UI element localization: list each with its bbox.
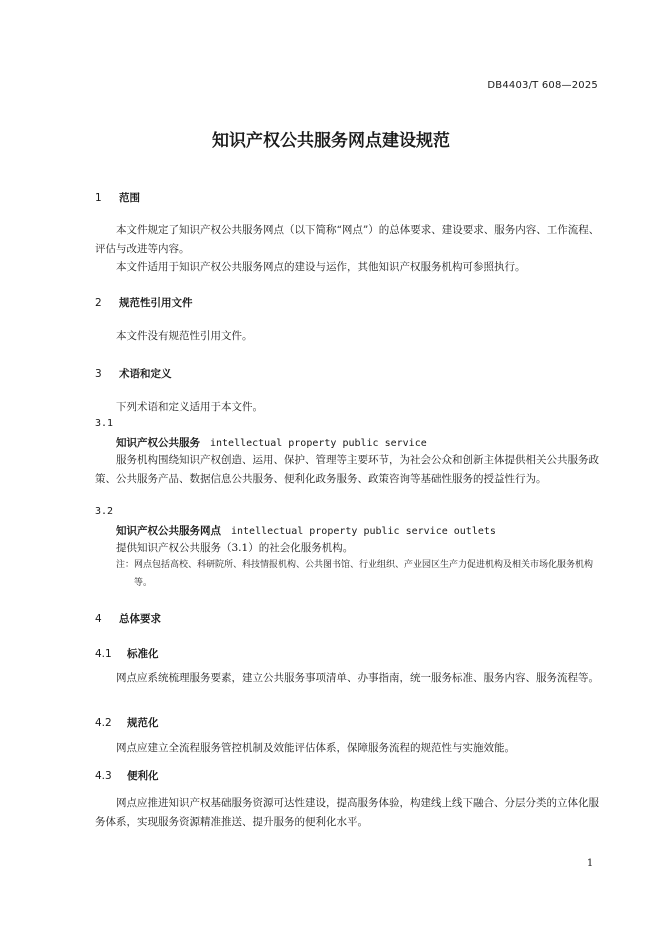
- section-1-paragraph-2: 本文件适用于知识产权公共服务网点的建设与运作，其他知识产权服务机构可参照执行。: [116, 261, 526, 273]
- term-3-1-en: intellectual property public service: [210, 438, 427, 449]
- section-3-heading: [95, 366, 172, 381]
- term-3-2-zh: 知识产权公共服务网点: [116, 525, 221, 537]
- section-4-title: 总体要求: [119, 613, 161, 625]
- section-4-2-title: 规范化: [127, 717, 159, 729]
- term-3-2: [116, 523, 496, 538]
- term-3-2-number: 3.2: [95, 506, 114, 517]
- section-3-number: 3: [95, 368, 102, 380]
- section-2-paragraph-1: 本文件没有规范性引用文件。: [116, 330, 253, 342]
- section-2-heading: [95, 295, 193, 310]
- section-4-3-number: 4.3: [95, 770, 112, 782]
- document-title: 知识产权公共服务网点建设规范: [212, 131, 450, 151]
- section-4-1-heading: [95, 646, 159, 661]
- document-number: DB4403/T 608—2025: [487, 80, 598, 91]
- section-2-title: 规范性引用文件: [119, 297, 193, 309]
- term-3-1-number: 3.1: [95, 418, 114, 429]
- section-4-number: 4: [95, 613, 102, 625]
- section-4-1-paragraph: 网点应系统梳理服务要素，建立公共服务事项清单、办事指南，统一服务标准、服务内容、服务流程等。: [116, 672, 599, 684]
- section-3-intro: 下列术语和定义适用于本文件。: [116, 401, 263, 413]
- term-3-1: [116, 435, 427, 450]
- section-4-2-heading: [95, 715, 159, 730]
- section-1-number: 1: [95, 192, 102, 204]
- term-3-1-definition: 服务机构围绕知识产权创造、运用、保护、管理等主要环节，为社会公众和创新主体提供相关公共服务政策、公共服务产品、数据信息公共服务、便利化政务服务、政策咨询等基础性服务的授益性行为。: [95, 454, 599, 485]
- term-3-2-definition: 提供知识产权公共服务（3.1）的社会化服务机构。: [116, 542, 354, 554]
- term-3-2-en: intellectual property public service outlets: [231, 526, 496, 537]
- section-4-2-number: 4.2: [95, 717, 112, 729]
- section-1-heading: [95, 190, 140, 205]
- section-4-1-title: 标准化: [127, 648, 159, 660]
- section-4-heading: [95, 611, 161, 626]
- term-3-1-zh: 知识产权公共服务: [116, 437, 200, 449]
- section-4-3-paragraph: 网点应推进知识产权基础服务资源可达性建设，提高服务体验，构建线上线下融合、分层分类的立体化服务体系，实现服务资源精准推送、提升服务的便利化水平。: [95, 797, 599, 828]
- term-3-2-note: 注：网点包括高校、科研院所、科技情报机构、公共图书馆、行业组织、产业园区生产力促进机构及相关市场化服务机构等。: [116, 560, 594, 588]
- section-1-paragraph-1: 本文件规定了知识产权公共服务网点（以下简称“网点”）的总体要求、建设要求、服务内容、工作流程、评估与改进等内容。: [95, 224, 600, 255]
- section-4-3-title: 便利化: [127, 770, 159, 782]
- page-number: 1: [586, 858, 594, 869]
- section-4-2-paragraph: 网点应建立全流程服务管控机制及效能评估体系，保障服务流程的规范性与实施效能。: [116, 742, 515, 754]
- section-2-number: 2: [95, 297, 102, 309]
- section-3-title: 术语和定义: [119, 368, 172, 380]
- section-1-title: 范围: [119, 192, 140, 204]
- section-4-1-number: 4.1: [95, 648, 112, 660]
- section-4-3-heading: [95, 768, 159, 783]
